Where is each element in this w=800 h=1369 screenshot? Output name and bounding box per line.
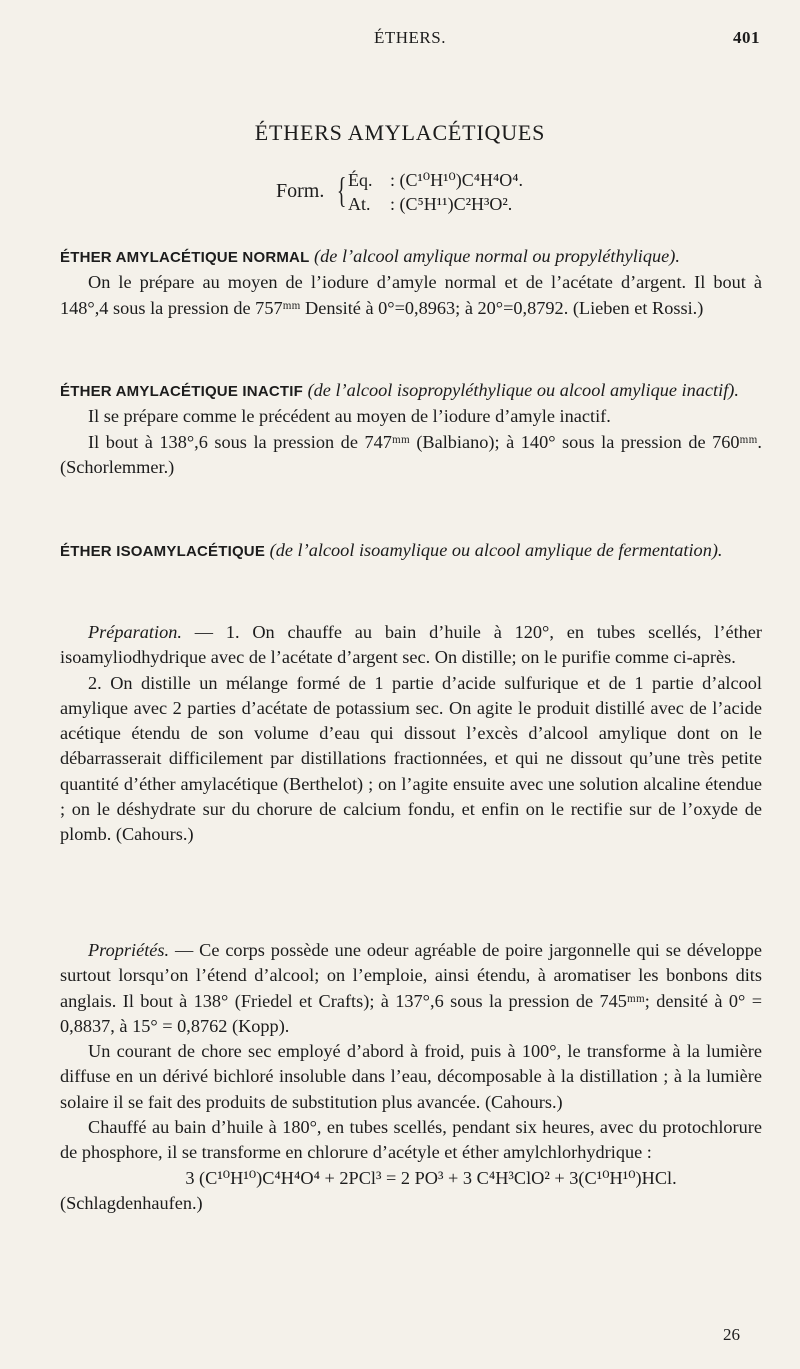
brace-icon: { (336, 170, 347, 210)
paragraph-inactif (60, 378, 762, 480)
subtitle-isoamyl: (de l’alcool isoamylique ou alcool amylique de fermentation). (269, 540, 723, 560)
formula-at-label: At. (348, 194, 371, 214)
formula-equivalent (348, 168, 524, 192)
properties-text-3: Chauffé au bain d’huile à 180°, en tubes scellés, pendant six heures, avec du protochlorure de phosphore, il se transforme en chlorure d’acétyle et éther amylchlorhydrique : (60, 1117, 762, 1163)
formula-lines (348, 168, 524, 216)
properties-section (60, 938, 762, 1216)
paragraph-isoamyl (60, 538, 762, 564)
formula-at-value: : (C⁵H¹¹)C²H³O². (390, 194, 513, 214)
subtitle-normal: (de l’alcool amylique normal ou propyléthylique). (314, 246, 680, 266)
formula-eq-value: : (C¹⁰H¹⁰)C⁴H⁴O⁴. (390, 170, 524, 190)
signature-mark: 26 (723, 1325, 740, 1344)
body-inactif-1: Il se prépare comme le précédent au moyen de l’iodure d’amyle inactif. (88, 406, 611, 427)
properties-label: Propriétés. (88, 940, 170, 960)
subtitle-inactif: (de l’alcool isopropyléthylique ou alcool amylique inactif). (307, 380, 739, 400)
formula-eq-label: Éq. (348, 170, 373, 190)
body-normal: On le prépare au moyen de l’iodure d’amyle normal et de l’acétate d’argent. Il bout à 148°,4 sous la pression de 757ᵐᵐ Densité à 0°=0,8963; à 20°=0,8792. (Lieben et Rossi.) (60, 272, 762, 318)
properties-text-1: — Ce corps possède une odeur agréable de poire jargonnelle qui se développe surtout lorsqu’on l’étend d’alcool; on l’emploie, ainsi étendu, à aromatiser les bonbons dits anglais. Il bout à 138° (Friedel et Crafts); à 137°,6 sous la pression de 745ᵐᵐ; densité à 0° = 0,8837, à 15° = 0,8762 (Kopp). (60, 940, 762, 1036)
heading-normal: ÉTHER AMYLACÉTIQUE NORMAL (60, 249, 310, 266)
body-inactif-2: Il bout à 138°,6 sous la pression de 747ᵐᵐ (Balbiano); à 140° sous la pression de 760ᵐᵐ. (Schorlemmer.) (60, 431, 762, 477)
paragraph-normal (60, 244, 762, 321)
heading-isoamyl: ÉTHER ISOAMYLACÉTIQUE (60, 543, 266, 560)
preparation-label: Préparation. (88, 622, 182, 642)
properties-text-2: Un courant de chore sec employé d’abord à froid, puis à 100°, le transforme à la lumière diffuse en un dérivé bichloré insoluble dans l’eau, décomposable à la distillation ; à la lumière solaire il se fait des produits de substitution plus avancée. (Cahours.) (60, 1041, 762, 1112)
preparation-item-1: — 1. On chauffe au bain d’huile à 120°, en tubes scellés, l’éther isoamyliodhydrique avec de l’acétate d’argent sec. On distille; on le purifie comme ci-après. (60, 622, 762, 668)
running-title: ÉTHERS. (374, 28, 446, 47)
citation: (Schlagdenhaufen.) (60, 1192, 203, 1213)
section-title: ÉTHERS AMYLACÉTIQUES (254, 120, 546, 145)
formula-atomic (348, 192, 513, 216)
reaction-equation: 3 (C¹⁰H¹⁰)C⁴H⁴O⁴ + 2PCl³ = 2 PO³ + 3 C⁴H³ClO² + 3(C¹⁰H¹⁰)HCl. (185, 1167, 677, 1188)
preparation-section (60, 620, 762, 848)
heading-inactif: ÉTHER AMYLACÉTIQUE INACTIF (60, 383, 303, 400)
running-header (60, 28, 760, 52)
preparation-item-2: 2. On distille un mélange formé de 1 partie d’acide sulfurique et de 1 partie d’alcool amylique avec 2 parties d’acétate de potassium sec. On agite le produit distillé avec de l’acide acétique étendu de son volume d’eau qui dissout l’excès d’alcool amylique dont on le débarrasserait difficilement par distillations fractionnées, et qui ne dissout qu’une très petite quantité d’éther amylacétique (Berthelot) ; on l’agite ensuite avec une solution alcaline étendue ; on le déshydrate sur du chorure de calcium fondu, et enfin on le rectifie sur de l’oxyde de plomb. (Cahours.) (60, 672, 762, 845)
formula-label: Form. (276, 180, 325, 202)
page-number: 401 (733, 28, 760, 47)
